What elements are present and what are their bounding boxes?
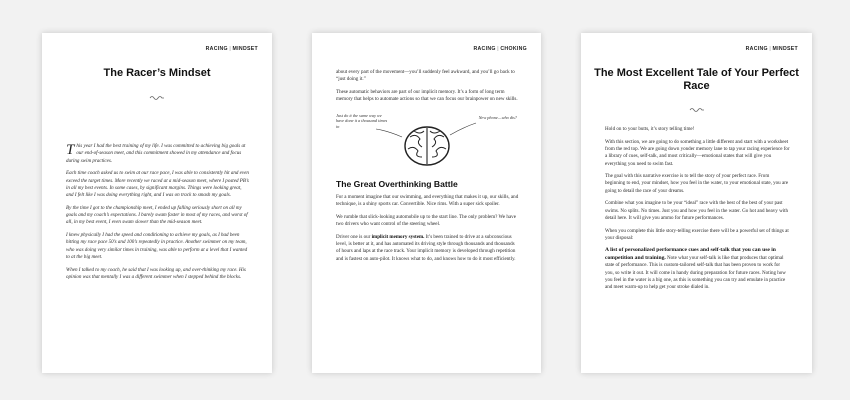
section-heading: The Great Overthinking Battle bbox=[336, 178, 458, 189]
body-text bbox=[336, 69, 519, 268]
wave-divider-icon bbox=[689, 107, 705, 113]
paragraph: Each time coach asked us to swim at our race pace, I was able to consistently hit and even exceed the target times. More recently we raced at a mid-season meet, where I posted PB’s in all my best events. In some cases, by significant margins. Things were looking great, and I felt like I was doing everything right, and I was on track to smash my goals. bbox=[66, 170, 249, 199]
paragraph: With this section, we are going to do something a little different and start with a worksheet from the red top. We are going down yonder memory lane to tap your racing experience for a library of cues, self-talk, and most critically—emotional states that will give you everything you need to swim fast. bbox=[605, 138, 790, 167]
paragraph: When you complete this little story-telling exercise there will be a powerful set of things at your disposal: bbox=[605, 227, 789, 241]
annotation-left: Just do it the same way we have done it a thousand times in bbox=[336, 112, 388, 129]
paragraph: This year I had the best training of my life. I was committed to achieving big goals at our end-of-season meet, and this commitment showed in my attendance and focus during swim practices. bbox=[66, 142, 246, 164]
body-text bbox=[66, 143, 250, 286]
page-header: RACING | MINDSET bbox=[205, 46, 258, 52]
paragraph: A list of personalized performance cues and self-talk that you can use in competition and training. Note what your self-talk is like that produces that optimal state of performance. This is custom-tailored self-talk that has been proven to work for you, so write it out. It will come in handy during preparation for future races. Noting how you feel in the water is a big one, as this is something you can try and emulate in practice and meet warm-up to help get your stroke dialed in. bbox=[605, 247, 786, 291]
paragraph: By the time I got to the championship meet, I ended up falling seriously short on all my goals and my coach’s expectations. I barely swam faster in most of my races, and worst of all, in my best event, I even swam slower than the mid-season meet. bbox=[66, 204, 248, 226]
body-text bbox=[605, 126, 790, 297]
paragraph: I knew physically I had the speed and conditioning to achieve my goals, as I had been hitting my race pace 50’s and 100’s repeatedly in practice. Another swimmer on my team, who was doing very similar times in training, was able to perform at a level that I wanted to at the big meet. bbox=[66, 232, 248, 261]
annotation-right: New phone—who dis? bbox=[478, 114, 517, 120]
paragraph: These automatic behaviors are part of our implicit memory. It’s a form of long term memory that helps to automate actions so that we can focus our brainpower on new skills. bbox=[336, 88, 518, 103]
page-title: The Racer’s Mindset bbox=[103, 67, 211, 79]
page-perfect-race bbox=[581, 33, 812, 373]
page-racers-mindset bbox=[42, 33, 272, 373]
wave-divider-icon bbox=[149, 95, 165, 101]
subheading: A list of personalized performance cues and self-talk that you can use in competition and training. bbox=[605, 247, 776, 261]
drop-cap: T bbox=[66, 142, 75, 158]
paragraph: Combine what you imagine to be your “ideal” race with the best of the best of your past swims. No splits. No times. Just you and how you feel in the water. Go hot and heavy with detail here. It will give you ammo for future performances. bbox=[605, 200, 789, 221]
paragraph: When I talked to my coach, he said that I was looking up, and over-thinking my race. His opinion was that mentally I was a different swimmer when I stepped behind the blocks. bbox=[66, 266, 246, 280]
brain-illustration bbox=[336, 109, 519, 175]
paragraph: about every part of the movement—you’ll suddenly feel awkward, and you’ll go back to “just doing it.” bbox=[336, 69, 515, 83]
brain-icon bbox=[336, 109, 519, 175]
page-title: The Most Excellent Tale of Your Perfect Race bbox=[594, 67, 799, 92]
page-header: RACING | CHOKING bbox=[473, 46, 527, 52]
emphasis: implicit memory system. bbox=[371, 233, 425, 240]
paragraph: For a moment imagine that our swimming, and everything that makes it up, our skills, and technique, is a shiny sports car. Convertible. Nice rims. With a super sick spoiler. bbox=[336, 193, 519, 208]
page-header: RACING | MINDSET bbox=[745, 46, 798, 52]
page-choking bbox=[312, 33, 541, 373]
paragraph: The goal with this narrative exercise is to tell the story of your perfect race. From beginning to end, your mindset, how you feel in the water, to your emotional state, you are going to detail the race of your dreams. bbox=[605, 173, 789, 194]
paragraph: Driver one is our implicit memory system. It’s been trained to drive at a subconscious level, is better at it, and has automated its driving style through thousands and thousands of hours and laps at the race track. Your implicit memory is developed through repetition and is fastest on auto-pilot. It knows what to do, and knows how to do it most efficiently. bbox=[336, 233, 516, 262]
paragraph: We rumble that slick-looking automobile up to the start line. The only problem? We have two drivers who want control of the steering wheel. bbox=[336, 213, 516, 227]
paragraph: Hold on to your butts, it’s story telling time! bbox=[605, 126, 695, 132]
